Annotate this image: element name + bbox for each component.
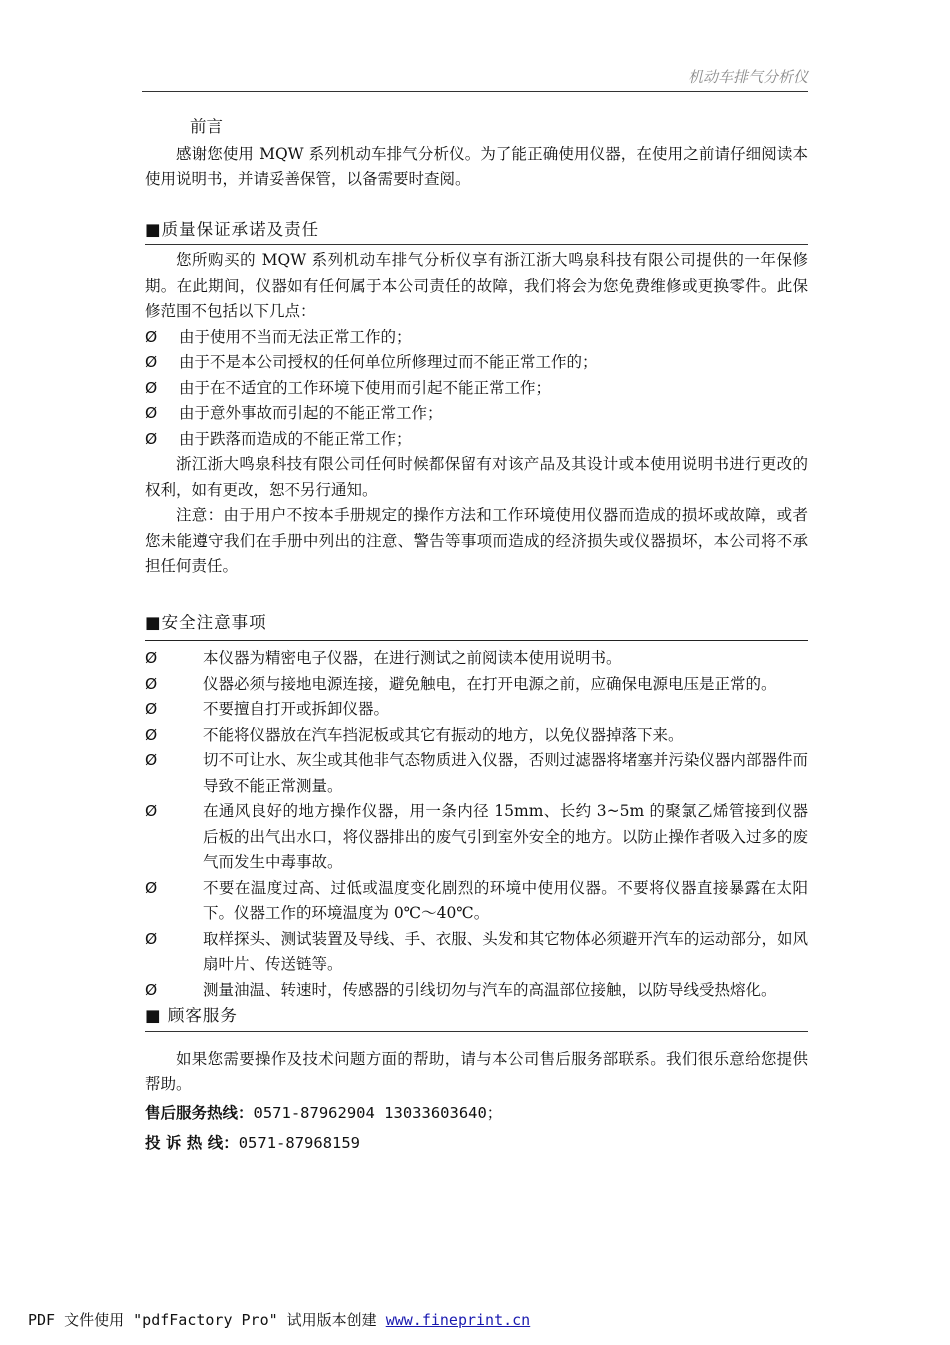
- list-item: [145, 427, 808, 453]
- bullet-icon: Ø: [145, 378, 158, 397]
- list-item: [145, 325, 808, 351]
- list-item: [145, 799, 808, 876]
- pdf-footer: [28, 1309, 530, 1330]
- list-item: [145, 876, 808, 927]
- list-item: [145, 697, 808, 723]
- list-item-text: 切不可让水、灰尘或其他非气态物质进入仪器，否则过滤器将堵塞并污染仪器内部器件而导致不能正常测量。: [203, 751, 808, 795]
- complaint-hotline: [145, 1128, 808, 1158]
- header-divider: [142, 91, 808, 92]
- list-item-text: 取样探头、测试装置及导线、手、衣服、头发和其它物体必须避开汽车的运动部分，如风扇叶片、传送链等。: [203, 929, 808, 973]
- list-item: [145, 672, 808, 698]
- bullet-icon: Ø: [145, 980, 158, 999]
- bullet-icon: Ø: [145, 429, 158, 448]
- list-item-text: 在通风良好的地方操作仪器，用一条内径 15mm、长约 3~5m 的聚氯乙烯管接到仪器后板的出气出水口，将仪器排出的废气引到室外安全的地方。以防止操作者吸入过多的废气而发生中毒事故。: [203, 802, 808, 871]
- warranty-intro: 您所购买的 MQW 系列机动车排气分析仪享有浙江浙大鸣泉科技有限公司提供的一年保修期。在此期间，仪器如有任何属于本公司责任的故障，我们将会为您免费维修或更换零件。此保修范围不包括以下几点：: [145, 251, 808, 320]
- list-item-text: 仪器必须与接地电源连接，避免触电，在打开电源之前，应确保电源电压是正常的。: [203, 674, 777, 693]
- preface-heading: 前言: [190, 117, 223, 136]
- note-paragraph: 注意：由于用户不按本手册规定的操作方法和工作环境使用仪器而造成的损坏或故障，或者您未能遵守我们在手册中列出的注意、警告等事项而造成的经济损失或仪器损坏，本公司将不承担任何责任。: [145, 506, 808, 575]
- safety-heading: ■安全注意事项: [145, 612, 267, 632]
- list-item-text: 由于使用不当而无法正常工作的；: [179, 327, 412, 346]
- list-item-text: 不能将仪器放在汽车挡泥板或其它有振动的地方，以免仪器掉落下来。: [203, 725, 684, 744]
- safety-list: [145, 646, 808, 1003]
- footer-text: PDF 文件使用 "pdfFactory Pro" 试用版本创建: [28, 1311, 386, 1329]
- bullet-icon: Ø: [145, 802, 158, 820]
- service-divider: [145, 1031, 808, 1032]
- service-hotline-number: 0571-87962904 13033603640；: [253, 1103, 503, 1122]
- list-item-text: 由于在不适宜的工作环境下使用而引起不能正常工作；: [179, 378, 552, 397]
- safety-divider: [145, 640, 808, 641]
- service-hotline: [145, 1098, 808, 1128]
- footer-link[interactable]: www.fineprint.cn: [385, 1311, 531, 1329]
- bullet-icon: Ø: [145, 327, 158, 346]
- bullet-icon: Ø: [145, 725, 158, 744]
- warranty-heading: ■质量保证承诺及责任: [145, 219, 320, 239]
- list-item-text: 由于跌落而造成的不能正常工作；: [179, 429, 412, 448]
- service-paragraph: 如果您需要操作及技术问题方面的帮助，请与本公司售后服务部联系。我们很乐意给您提供帮助。: [145, 1049, 808, 1093]
- bullet-icon: Ø: [145, 649, 158, 667]
- list-item: [145, 646, 808, 672]
- bullet-icon: Ø: [145, 751, 158, 769]
- running-header-title: 机动车排气分析仪: [687, 68, 808, 86]
- list-item-text: 不要擅自打开或拆卸仪器。: [203, 700, 390, 718]
- list-item-text: 测量油温、转速时，传感器的引线切勿与汽车的高温部位接触，以防导线受热熔化。: [203, 980, 777, 999]
- bullet-icon: Ø: [145, 700, 158, 718]
- warranty-divider: [145, 244, 808, 245]
- preface-paragraph: 感谢您使用 MQW 系列机动车排气分析仪。为了能正确使用仪器，在使用之前请仔细阅读本使用说明书，并请妥善保管，以备需要时查阅。: [145, 144, 808, 188]
- list-item: [145, 376, 808, 402]
- rights-paragraph: 浙江浙大鸣泉科技有限公司任何时候都保留有对该产品及其设计或本使用说明书进行更改的权利，如有更改，恕不另行通知。: [145, 455, 808, 499]
- list-item: [145, 350, 808, 376]
- bullet-icon: Ø: [145, 404, 158, 422]
- bullet-icon: Ø: [145, 878, 158, 897]
- list-item-text: 由于不是本公司授权的任何单位所修理过而不能正常工作的；: [179, 353, 598, 371]
- warranty-list: [145, 325, 808, 453]
- list-item-text: 本仪器为精密电子仪器，在进行测试之前阅读本使用说明书。: [203, 649, 622, 667]
- bullet-icon: Ø: [145, 929, 158, 948]
- list-item-text: 由于意外事故而引起的不能正常工作；: [179, 404, 443, 422]
- bullet-icon: Ø: [145, 674, 158, 693]
- complaint-hotline-number: 0571-87968159: [238, 1133, 361, 1152]
- complaint-hotline-label: 投 诉 热 线：: [145, 1133, 239, 1152]
- list-item: [145, 723, 808, 749]
- list-item-text: 不要在温度过高、过低或温度变化剧烈的环境中使用仪器。不要将仪器直接暴露在太阳下。仪器工作的环境温度为 0℃～40℃。: [203, 878, 808, 922]
- list-item: [145, 927, 808, 978]
- bullet-icon: Ø: [145, 353, 158, 371]
- service-heading: ■ 顾客服务: [145, 1006, 238, 1025]
- list-item: [145, 748, 808, 799]
- service-hotline-label: 售后服务热线：: [145, 1103, 254, 1122]
- list-item: [145, 978, 808, 1004]
- list-item: [145, 401, 808, 427]
- page-content: [145, 114, 808, 1158]
